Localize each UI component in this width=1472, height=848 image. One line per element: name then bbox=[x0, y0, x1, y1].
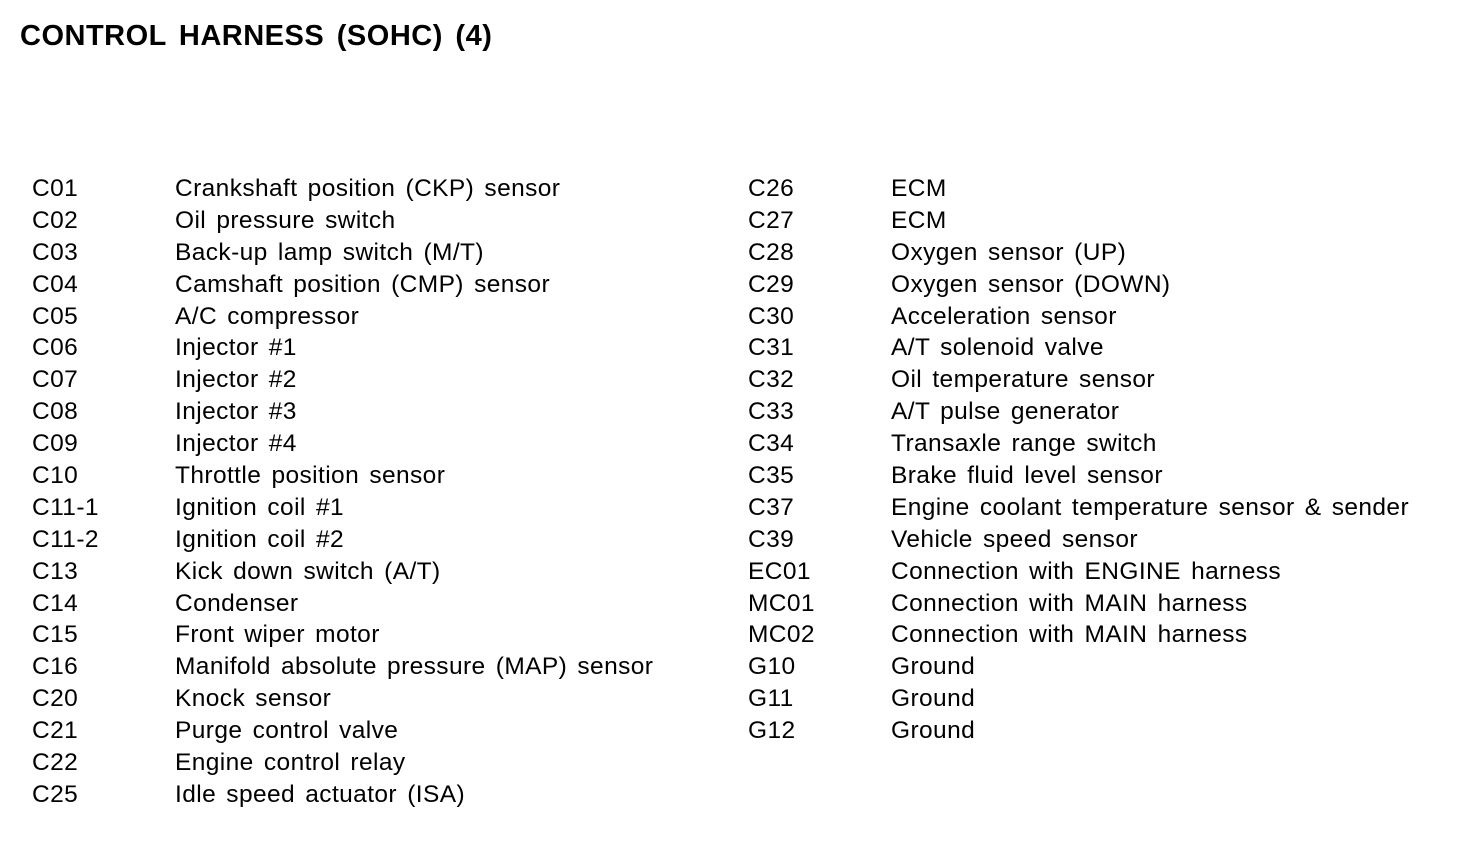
connector-row bbox=[32, 332, 653, 364]
connector-row bbox=[748, 428, 1409, 460]
connector-row bbox=[748, 492, 1409, 524]
connector-description: A/C compressor bbox=[175, 302, 360, 330]
page-title: CONTROL HARNESS (SOHC) (4) bbox=[20, 20, 493, 52]
connector-row bbox=[32, 524, 653, 556]
connector-code: C02 bbox=[32, 206, 79, 234]
connector-code: C33 bbox=[748, 398, 795, 426]
connector-code: C37 bbox=[748, 493, 795, 521]
connector-row bbox=[32, 205, 653, 237]
connector-code: C32 bbox=[748, 366, 795, 394]
connector-code: C13 bbox=[32, 557, 79, 585]
connector-row bbox=[748, 588, 1409, 620]
connector-code: C22 bbox=[32, 749, 79, 777]
connector-code: C10 bbox=[32, 462, 79, 490]
connector-description: Ground bbox=[891, 717, 976, 745]
connector-code: C15 bbox=[32, 621, 79, 649]
connector-row bbox=[32, 588, 653, 620]
connector-description: Injector #1 bbox=[175, 334, 297, 362]
connector-code: C25 bbox=[32, 780, 79, 808]
connector-row bbox=[32, 492, 653, 524]
connector-description: Throttle position sensor bbox=[175, 462, 446, 490]
connector-description: Engine control relay bbox=[175, 749, 406, 777]
connector-list-right bbox=[748, 173, 1409, 747]
connector-description: Engine coolant temperature sensor & sender bbox=[891, 493, 1410, 521]
connector-description: Injector #3 bbox=[175, 398, 297, 426]
connector-description: Acceleration sensor bbox=[891, 302, 1117, 330]
connector-code: C27 bbox=[748, 206, 795, 234]
connector-description: Kick down switch (A/T) bbox=[175, 557, 441, 585]
connector-code: C28 bbox=[748, 238, 795, 266]
connector-code: EC01 bbox=[748, 557, 811, 585]
connector-row bbox=[32, 301, 653, 333]
connector-row bbox=[748, 205, 1409, 237]
connector-description: Ground bbox=[891, 653, 976, 681]
connector-code: C07 bbox=[32, 366, 79, 394]
connector-description: ECM bbox=[891, 175, 947, 202]
connector-code: C30 bbox=[748, 302, 795, 330]
connector-code: C39 bbox=[748, 525, 795, 553]
connector-code: C01 bbox=[32, 175, 79, 202]
connector-row bbox=[748, 460, 1409, 492]
connector-code: C05 bbox=[32, 302, 79, 330]
connector-code: C14 bbox=[32, 589, 79, 617]
connector-description: Purge control valve bbox=[175, 717, 399, 745]
connector-description: Injector #4 bbox=[175, 430, 297, 458]
connector-description: Crankshaft position (CKP) sensor bbox=[175, 175, 561, 202]
connector-description: Injector #2 bbox=[175, 366, 297, 394]
connector-description: Camshaft position (CMP) sensor bbox=[175, 270, 551, 298]
connector-description: Ignition coil #2 bbox=[175, 525, 345, 553]
connector-description: Transaxle range switch bbox=[891, 430, 1157, 458]
connector-description: Connection with ENGINE harness bbox=[891, 557, 1282, 585]
connector-description: Front wiper motor bbox=[175, 621, 380, 649]
connector-code: C11-2 bbox=[32, 525, 99, 553]
connector-row bbox=[748, 683, 1409, 715]
connector-description: Knock sensor bbox=[175, 685, 332, 713]
connector-row bbox=[32, 619, 653, 651]
connector-description: Oxygen sensor (DOWN) bbox=[891, 270, 1171, 298]
connector-row bbox=[748, 524, 1409, 556]
connector-description: Idle speed actuator (ISA) bbox=[175, 780, 466, 808]
connector-row bbox=[32, 428, 653, 460]
connector-row bbox=[748, 237, 1409, 269]
connector-code: G12 bbox=[748, 717, 796, 745]
connector-row bbox=[748, 301, 1409, 333]
connector-row bbox=[32, 556, 653, 588]
connector-code: C09 bbox=[32, 430, 79, 458]
connector-description: Back-up lamp switch (M/T) bbox=[175, 238, 484, 266]
connector-row bbox=[32, 651, 653, 683]
connector-code: C04 bbox=[32, 270, 79, 298]
connector-description: A/T pulse generator bbox=[891, 398, 1120, 426]
connector-row bbox=[748, 619, 1409, 651]
connector-row bbox=[748, 269, 1409, 301]
connector-code: C11-1 bbox=[32, 493, 99, 521]
connector-code: MC01 bbox=[748, 589, 815, 617]
connector-description: Connection with MAIN harness bbox=[891, 621, 1248, 649]
connector-row bbox=[748, 173, 1409, 205]
connector-description: Condenser bbox=[175, 589, 299, 617]
connector-description: Brake fluid level sensor bbox=[891, 462, 1163, 490]
connector-description: Oil pressure switch bbox=[175, 206, 396, 234]
connector-row bbox=[32, 269, 653, 301]
connector-code: C35 bbox=[748, 462, 795, 490]
connector-description: Oxygen sensor (UP) bbox=[891, 238, 1127, 266]
connector-description: Connection with MAIN harness bbox=[891, 589, 1248, 617]
connector-row bbox=[32, 715, 653, 747]
connector-row bbox=[32, 364, 653, 396]
connector-row bbox=[748, 396, 1409, 428]
connector-description: Ground bbox=[891, 685, 976, 713]
connector-row bbox=[32, 683, 653, 715]
connector-row bbox=[748, 556, 1409, 588]
connector-row bbox=[748, 332, 1409, 364]
connector-code: C06 bbox=[32, 334, 79, 362]
connector-row bbox=[32, 779, 653, 811]
connector-list-left bbox=[32, 173, 653, 811]
connector-code: C08 bbox=[32, 398, 79, 426]
connector-code: C29 bbox=[748, 270, 795, 298]
connector-row bbox=[748, 715, 1409, 747]
connector-description: Manifold absolute pressure (MAP) sensor bbox=[175, 653, 654, 681]
connector-row bbox=[32, 460, 653, 492]
connector-description: A/T solenoid valve bbox=[891, 334, 1104, 362]
connector-code: C20 bbox=[32, 685, 79, 713]
connector-description: Ignition coil #1 bbox=[175, 493, 345, 521]
connector-description: Vehicle speed sensor bbox=[891, 525, 1138, 553]
connector-code: C03 bbox=[32, 238, 79, 266]
connector-code: C26 bbox=[748, 175, 795, 202]
connector-row bbox=[32, 747, 653, 779]
connector-row bbox=[32, 396, 653, 428]
connector-code: G11 bbox=[748, 685, 794, 713]
connector-code: G10 bbox=[748, 653, 796, 681]
connector-row bbox=[748, 364, 1409, 396]
connector-row bbox=[32, 237, 653, 269]
connector-code: C34 bbox=[748, 430, 795, 458]
connector-row bbox=[748, 651, 1409, 683]
connector-description: ECM bbox=[891, 206, 947, 234]
connector-code: C21 bbox=[32, 717, 79, 745]
connector-description: Oil temperature sensor bbox=[891, 366, 1155, 394]
connector-row bbox=[32, 173, 653, 205]
connector-code: MC02 bbox=[748, 621, 815, 649]
connector-code: C31 bbox=[748, 334, 795, 362]
connector-code: C16 bbox=[32, 653, 79, 681]
